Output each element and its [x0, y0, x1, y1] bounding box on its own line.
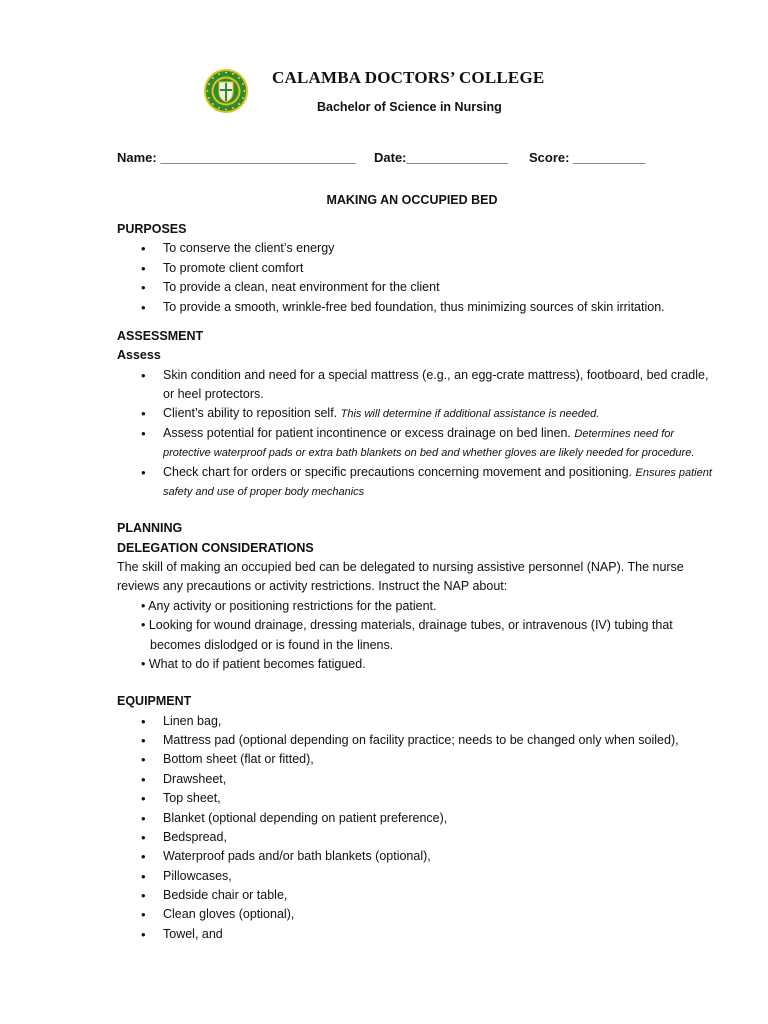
list-item: • Looking for wound drainage, dressing materials, drainage tubes, or intravenous (IV) tubing that becomes dislodged or is found in the linens.	[141, 618, 673, 652]
list-item: • What to do if patient becomes fatigued.	[141, 656, 366, 671]
assessment-note: This will determine if additional assistance is needed.	[340, 408, 600, 421]
list-item: • To conserve the client’s energy	[117, 239, 717, 258]
assessment-text: Assess potential for patient incontinence or excess drainage on bed linen.	[163, 425, 571, 440]
list-item: • To provide a smooth, wrinkle-free bed foundation, thus minimizing sources of skin irritation.	[117, 298, 717, 317]
planning-paragraph: The skill of making an occupied bed can be delegated to nursing assistive personnel (NAP). The nurse reviews any precautions or activity restrictions. Instruct the NAP about:	[117, 560, 684, 594]
list-item: • To provide a clean, neat environment for the client	[117, 278, 717, 297]
list-item: • Blanket (optional depending on patient preference),	[117, 809, 717, 828]
list-item	[117, 424, 717, 463]
list-item	[117, 463, 717, 502]
section-heading-purposes: PURPOSES	[117, 222, 187, 236]
list-item: • Clean gloves (optional),	[117, 905, 717, 924]
list-item: • Drawsheet,	[117, 770, 717, 789]
program-name: Bachelor of Science in Nursing	[317, 100, 502, 114]
assessment-note: Determines need for protective waterproof pads or extra bath blankets on bed and whether gloves are likely needed for procedure.	[163, 427, 695, 460]
subheading-assess: Assess	[117, 348, 161, 363]
list-item: • Waterproof pads and/or bath blankets (optional),	[117, 847, 717, 866]
list-item	[117, 404, 717, 423]
assessment-text: Check chart for orders or specific precautions concerning movement and positioning.	[163, 464, 632, 479]
list-item: • Top sheet,	[117, 789, 717, 808]
document-title: MAKING AN OCCUPIED BED	[326, 193, 498, 207]
subheading-delegation: DELEGATION CONSIDERATIONS	[117, 540, 314, 555]
assessment-list	[117, 366, 717, 502]
list-item: • Mattress pad (optional depending on facility practice; needs to be changed only when soiled),	[117, 731, 717, 750]
list-item	[117, 366, 717, 405]
name-field: Name: ___________________________	[117, 150, 356, 165]
list-item: • To promote client comfort	[117, 259, 717, 278]
purposes-list	[117, 239, 717, 317]
score-field: Score: __________	[529, 150, 646, 165]
date-field: Date:______________	[374, 150, 508, 165]
section-heading-equipment: EQUIPMENT	[117, 694, 192, 709]
assessment-text: Client’s ability to reposition self.	[163, 406, 338, 421]
list-item: • Linen bag,	[117, 712, 717, 731]
list-item: • Pillowcases,	[117, 867, 717, 886]
list-item: • Bottom sheet (flat or fitted),	[117, 750, 717, 769]
list-item: • Bedspread,	[117, 828, 717, 847]
list-item: • Towel, and	[117, 925, 717, 944]
college-seal-logo	[203, 68, 249, 114]
list-item: • Bedside chair or table,	[117, 886, 717, 905]
planning-list	[117, 597, 717, 675]
equipment-list	[117, 712, 717, 945]
assessment-text: Skin condition and need for a special mattress (e.g., an egg-crate mattress), footboard, bed cradle, or heel protectors.	[163, 367, 709, 401]
college-name: CALAMBA DOCTORS’ COLLEGE	[272, 68, 545, 87]
section-heading-assessment: ASSESSMENT	[117, 328, 204, 343]
document-header	[117, 60, 717, 124]
document-body	[117, 220, 717, 944]
document-page	[117, 60, 717, 941]
assessment-note: Ensures patient safety and use of proper body mechanics	[163, 466, 712, 498]
section-heading-planning: PLANNING	[117, 521, 183, 536]
list-item: • Any activity or positioning restrictions for the patient.	[141, 598, 437, 613]
